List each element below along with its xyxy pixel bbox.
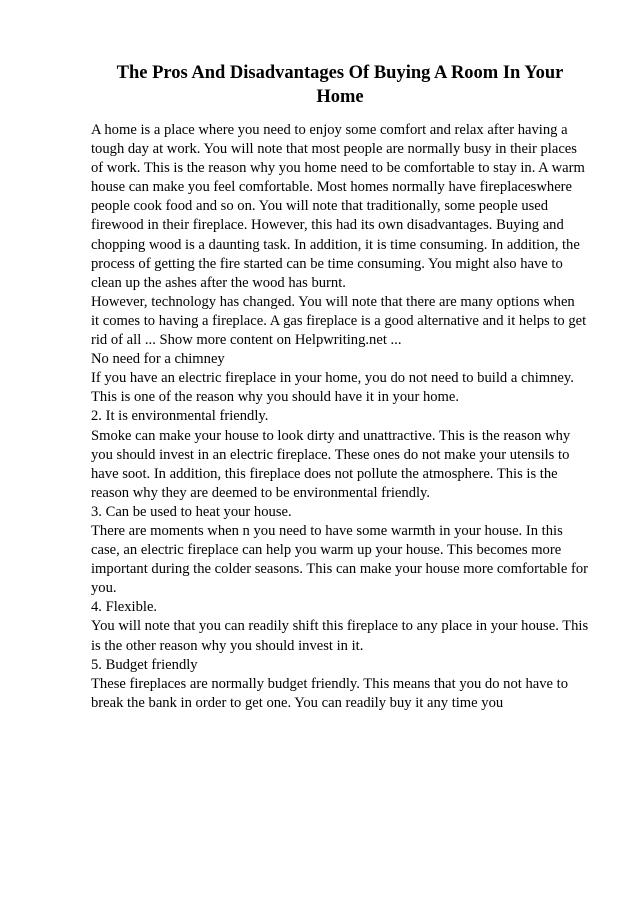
text-line: These fireplaces are normally budget friendly. This means that you do not have to	[91, 675, 568, 692]
document-title	[90, 61, 590, 109]
section-heading: 4. Flexible.	[91, 599, 158, 616]
text-line: If you have an electric fireplace in your home, you do not need to build a chimney.	[91, 370, 574, 387]
text-line: rid of all ... Show more content on Helpwriting.net ...	[91, 332, 402, 349]
text-line: have soot. In addition, this fireplace does not pollute the atmosphere. This is the	[91, 465, 558, 482]
text-line: There are moments when n you need to have some warmth in your house. In this	[91, 522, 563, 539]
text-line: firewood in their fireplace. However, this had its own disadvantages. Buying and	[91, 217, 564, 234]
text-line: break the bank in order to get one. You can readily buy it any time you	[91, 694, 504, 711]
text-line: Smoke can make your house to look dirty and unattractive. This is the reason why	[91, 427, 571, 444]
text-line: of work. This is the reason why you home need to be comfortable to stay in. A warm	[91, 160, 585, 177]
text-line: This is one of the reason why you should have it in your home.	[91, 389, 460, 406]
text-line: house can make you feel comfortable. Most homes normally have fireplaceswhere	[91, 179, 573, 196]
section-heading: 2. It is environmental friendly.	[91, 408, 269, 425]
text-line: you.	[91, 580, 117, 597]
title-line: The Pros And Disadvantages Of Buying A Room In Your	[116, 63, 564, 83]
text-line: important during the colder seasons. This can make your house more comfortable for	[91, 561, 588, 578]
text-line: case, an electric fireplace can help you warm up your house. This becomes more	[91, 542, 562, 559]
text-line: You will note that you can readily shift this fireplace to any place in your house. This	[91, 618, 589, 635]
text-line: A home is a place where you need to enjoy some comfort and relax after having a	[91, 122, 568, 138]
text-line: is the other reason why you should invest in it.	[91, 637, 364, 654]
text-line: clean up the ashes after the wood has burnt.	[91, 274, 346, 291]
document-body	[91, 121, 589, 713]
section-heading: No need for a chimney	[91, 351, 225, 368]
text-line: reason why they are deemed to be environmental friendly.	[91, 484, 431, 501]
section-heading: 3. Can be used to heat your house.	[91, 503, 292, 520]
section-heading: 5. Budget friendly	[91, 656, 198, 673]
text-line: you should invest in an electric fireplace. These ones do not make your utensils to	[91, 446, 570, 463]
text-line: it comes to having a fireplace. A gas fireplace is a good alternative and it helps to get	[91, 312, 587, 329]
text-line: chopping wood is a daunting task. In addition, it is time consuming. In addition, the	[91, 236, 580, 253]
text-line: However, technology has changed. You will note that there are many options when	[91, 293, 575, 310]
text-line: tough day at work. You will note that most people are normally busy in their places	[91, 141, 577, 158]
text-line: people cook food and so on. You will note that traditionally, some people used	[91, 198, 549, 215]
text-line: process of getting the fire started can be time consuming. You might also have to	[91, 255, 563, 272]
title-line: Home	[316, 87, 364, 107]
